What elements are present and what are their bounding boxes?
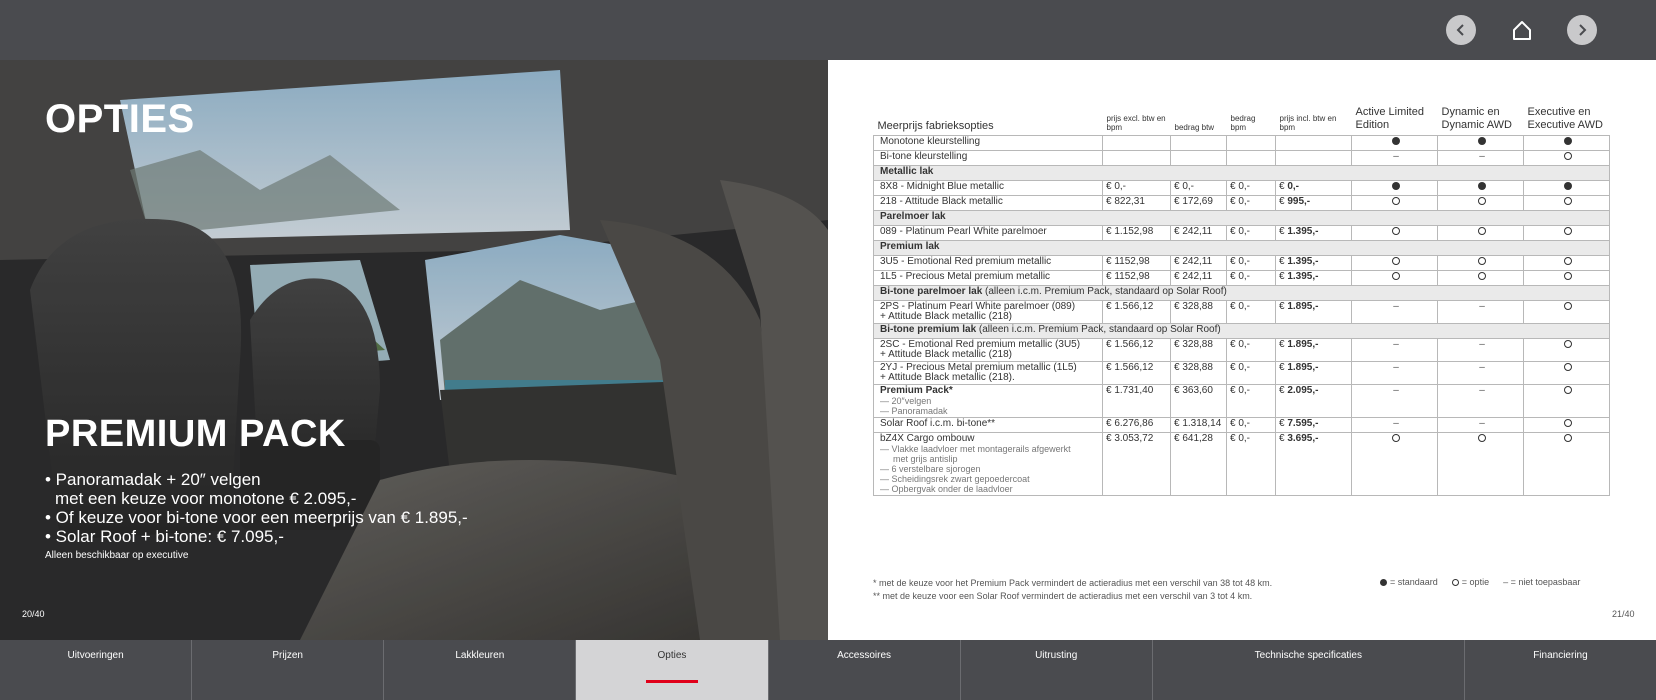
- price-cell-c2: [1171, 196, 1227, 211]
- availability-cell: [1438, 151, 1524, 166]
- price-cell-c3: [1227, 385, 1276, 418]
- table-row: [874, 136, 1610, 151]
- option-circle-icon: [1478, 272, 1486, 280]
- availability-cell: [1352, 385, 1438, 418]
- availability-cell: [1438, 256, 1524, 271]
- page-title: OPTIES: [45, 97, 195, 141]
- price-value: € 1.395,-: [1279, 226, 1319, 237]
- price-cell-c3: [1227, 433, 1276, 496]
- not-applicable-dash: –: [1479, 301, 1485, 312]
- option-name-cell: [874, 418, 1103, 433]
- availability-note: Alleen beschikbaar op executive: [45, 550, 189, 561]
- price-amount: 0,-: [1287, 181, 1300, 192]
- price-amount: 1.395,-: [1287, 226, 1319, 237]
- price-cell-c1: [1103, 196, 1171, 211]
- price-cell-c2: [1171, 151, 1227, 166]
- availability-cell: [1352, 362, 1438, 385]
- option-sub-item: — Vlakke laadvloer met montagerails afgewerkt: [880, 444, 1071, 454]
- header-price-excl: prijs excl. btw en bpm: [1106, 114, 1166, 132]
- price-value: € 1.566,12: [1106, 339, 1154, 350]
- tab-uitrusting[interactable]: Uitrusting: [961, 640, 1153, 700]
- option-name-cell: [874, 196, 1103, 211]
- option-circle-icon: [1478, 197, 1486, 205]
- header-executive: Executive en Executive AWD: [1527, 106, 1603, 131]
- price-value: € 1.395,-: [1279, 271, 1319, 282]
- option-sub-item: — Panoramadak: [880, 406, 948, 416]
- option-name: 089 - Platinum Pearl White parelmoer: [880, 226, 1047, 237]
- price-amount: 995,-: [1287, 196, 1311, 207]
- table-section-row: [874, 286, 1610, 301]
- options-table: [873, 106, 1610, 496]
- table-row: [874, 196, 1610, 211]
- availability-cell: [1524, 301, 1610, 324]
- not-applicable-dash: –: [1479, 151, 1485, 162]
- price-value: € 0,-: [1230, 385, 1251, 396]
- table-row: [874, 271, 1610, 286]
- chevron-left-icon: [1454, 23, 1468, 37]
- price-cell-c1: [1103, 301, 1171, 324]
- price-cell-c4: [1276, 181, 1352, 196]
- price-cell-c2: [1171, 226, 1227, 241]
- option-name-cell: [874, 151, 1103, 166]
- table-row: [874, 301, 1610, 324]
- standard-dot-icon: [1564, 182, 1572, 190]
- not-applicable-dash: –: [1393, 385, 1399, 396]
- tab-lakkleuren[interactable]: Lakkleuren: [384, 640, 576, 700]
- not-applicable-dash: –: [1479, 362, 1485, 373]
- price-value: € 1.895,-: [1279, 339, 1319, 350]
- footnotes: [873, 577, 1272, 603]
- price-cell-c1: [1103, 136, 1171, 151]
- option-name-cell: [874, 226, 1103, 241]
- price-value: € 0,-: [1230, 301, 1251, 312]
- availability-cell: [1524, 151, 1610, 166]
- price-cell-c3: [1227, 136, 1276, 151]
- table-row: [874, 181, 1610, 196]
- price-value: € 822,31: [1106, 196, 1145, 207]
- tab-uitvoeringen[interactable]: Uitvoeringen: [0, 640, 192, 700]
- option-circle-icon: [1392, 272, 1400, 280]
- availability-cell: [1352, 181, 1438, 196]
- option-name: 2PS - Platinum Pearl White parelmoer (089): [880, 301, 1076, 312]
- price-cell-c1: [1103, 418, 1171, 433]
- price-cell-c2: [1171, 256, 1227, 271]
- option-circle-icon: [1392, 197, 1400, 205]
- header-dynamic: Dynamic en Dynamic AWD: [1441, 106, 1512, 131]
- section-note: (alleen i.c.m. Premium Pack, standaard op Solar Roof): [982, 286, 1227, 297]
- price-cell-c1: [1103, 226, 1171, 241]
- availability-cell: [1524, 271, 1610, 286]
- price-value: € 995,-: [1279, 196, 1311, 207]
- option-name: 1L5 - Precious Metal premium metallic: [880, 271, 1051, 282]
- price-cell-c1: [1103, 385, 1171, 418]
- price-cell-c4: [1276, 151, 1352, 166]
- price-value: € 0,-: [1279, 181, 1300, 192]
- option-name: 218 - Attitude Black metallic: [880, 196, 1003, 207]
- price-cell-c1: [1103, 271, 1171, 286]
- footnote: ** met de keuze voor een Solar Roof vermindert de actieradius met een verschil van 3 tot 4 km.: [873, 591, 1253, 601]
- availability-cell: [1524, 339, 1610, 362]
- price-value: € 0,-: [1174, 181, 1195, 192]
- price-cell-c4: [1276, 271, 1352, 286]
- availability-cell: [1438, 226, 1524, 241]
- availability-cell: [1438, 196, 1524, 211]
- table-section-row: [874, 166, 1610, 181]
- section-name: Bi-tone premium lak: [880, 324, 977, 335]
- standard-dot-icon: [1392, 182, 1400, 190]
- not-applicable-dash: –: [1479, 385, 1485, 396]
- option-sub-item: — 6 verstelbare sjorogen: [880, 464, 981, 474]
- option-circle-icon: [1564, 386, 1572, 394]
- header-option: Meerprijs fabrieksopties: [877, 120, 994, 132]
- price-value: € 0,-: [1230, 433, 1251, 444]
- price-cell-c4: [1276, 339, 1352, 362]
- price-value: € 6.276,86: [1106, 418, 1154, 429]
- price-value: € 1.566,12: [1106, 362, 1154, 373]
- price-cell-c2: [1171, 433, 1227, 496]
- price-cell-c3: [1227, 362, 1276, 385]
- price-cell-c3: [1227, 226, 1276, 241]
- option-name-line2: + Attitude Black metallic (218): [880, 311, 1013, 322]
- section-title: [874, 324, 1610, 339]
- legend: [1380, 577, 1580, 587]
- standard-dot-icon: [1392, 137, 1400, 145]
- legend-not-applicable: – = niet toepasbaar: [1503, 577, 1581, 587]
- option-sub-item: met grijs antislip: [893, 454, 958, 464]
- option-name-cell: [874, 136, 1103, 151]
- price-cell-c2: [1171, 339, 1227, 362]
- option-name-cell: [874, 385, 1103, 418]
- price-value: € 1.395,-: [1279, 256, 1319, 267]
- price-value: € 7.595,-: [1279, 418, 1319, 429]
- availability-cell: [1524, 226, 1610, 241]
- price-value: € 0,-: [1230, 362, 1251, 373]
- availability-cell: [1524, 136, 1610, 151]
- tab-opties[interactable]: Opties: [576, 640, 768, 700]
- not-applicable-dash: –: [1393, 362, 1399, 373]
- next-page-button[interactable]: [1567, 15, 1597, 45]
- home-button[interactable]: [1507, 15, 1537, 45]
- option-name: Bi-tone kleurstelling: [880, 151, 968, 162]
- option-name: Premium Pack*: [880, 385, 953, 396]
- price-cell-c3: [1227, 151, 1276, 166]
- price-amount: 2.095,-: [1287, 385, 1319, 396]
- not-applicable-dash: –: [1393, 301, 1399, 312]
- price-cell-c4: [1276, 433, 1352, 496]
- option-circle-icon: [1564, 227, 1572, 235]
- price-cell-c4: [1276, 362, 1352, 385]
- availability-cell: [1438, 136, 1524, 151]
- bullet-item: • Of keuze voor bi-tone voor een meerprijs van € 1.895,-: [45, 508, 468, 527]
- price-value: € 242,11: [1174, 271, 1213, 282]
- price-value: € 242,11: [1174, 256, 1213, 267]
- availability-cell: [1524, 196, 1610, 211]
- price-cell-c4: [1276, 256, 1352, 271]
- price-value: € 328,88: [1174, 339, 1213, 350]
- availability-cell: [1352, 339, 1438, 362]
- availability-cell: [1524, 362, 1610, 385]
- option-circle-icon: [1564, 152, 1572, 160]
- footnote: * met de keuze voor het Premium Pack vermindert de actieradius met een verschil van 38 tot 48 km.: [873, 578, 1273, 588]
- availability-cell: [1524, 433, 1610, 496]
- standard-dot-icon: [1478, 137, 1486, 145]
- table-section-row: [874, 211, 1610, 226]
- price-cell-c4: [1276, 136, 1352, 151]
- availability-cell: [1352, 136, 1438, 151]
- option-circle-icon: [1392, 434, 1400, 442]
- price-value: € 1.895,-: [1279, 301, 1319, 312]
- table-row: [874, 256, 1610, 271]
- price-value: € 1152,98: [1106, 271, 1150, 282]
- availability-cell: [1352, 418, 1438, 433]
- option-name-line2: + Attitude Black metallic (218).: [880, 372, 1015, 383]
- price-cell-c2: [1171, 181, 1227, 196]
- price-value: € 0,-: [1230, 256, 1251, 267]
- price-cell-c2: [1171, 418, 1227, 433]
- option-name: bZ4X Cargo ombouw: [880, 433, 975, 444]
- section-title: [874, 166, 1610, 181]
- price-cell-c4: [1276, 196, 1352, 211]
- option-name-cell: [874, 433, 1103, 496]
- price-cell-c3: [1227, 256, 1276, 271]
- bullet-item: • Panoramadak + 20″ velgen: [45, 470, 261, 489]
- price-cell-c3: [1227, 271, 1276, 286]
- table-row: [874, 385, 1610, 418]
- availability-cell: [1352, 433, 1438, 496]
- price-value: € 641,28: [1174, 433, 1213, 444]
- price-value: € 1.566,12: [1106, 301, 1154, 312]
- option-name: 8X8 - Midnight Blue metallic: [880, 181, 1004, 192]
- availability-cell: [1438, 362, 1524, 385]
- availability-cell: [1438, 301, 1524, 324]
- price-cell-c4: [1276, 301, 1352, 324]
- price-cell-c3: [1227, 181, 1276, 196]
- price-value: € 1.152,98: [1106, 226, 1154, 237]
- price-amount: 1.895,-: [1287, 339, 1319, 350]
- option-name: Monotone kleurstelling: [880, 136, 981, 147]
- chevron-right-icon: [1575, 23, 1589, 37]
- header-btw: bedrag btw: [1174, 123, 1215, 132]
- table-row: [874, 339, 1610, 362]
- option-name-cell: [874, 271, 1103, 286]
- option-name-line2: + Attitude Black metallic (218): [880, 349, 1013, 360]
- price-cell-c3: [1227, 418, 1276, 433]
- price-value: € 0,-: [1230, 418, 1251, 429]
- section-name: Parelmoer lak: [880, 211, 946, 222]
- price-cell-c1: [1103, 339, 1171, 362]
- availability-cell: [1438, 433, 1524, 496]
- table-row: [874, 418, 1610, 433]
- premium-pack-title: PREMIUM PACK: [45, 413, 346, 455]
- option-circle-icon: [1478, 257, 1486, 265]
- availability-cell: [1524, 256, 1610, 271]
- not-applicable-dash: –: [1393, 151, 1399, 162]
- price-cell-c1: [1103, 362, 1171, 385]
- section-name: Metallic lak: [880, 166, 934, 177]
- home-icon: [1511, 19, 1533, 41]
- bullet-item: • Solar Roof + bi-tone: € 7.095,-: [45, 527, 284, 546]
- section-title: [874, 241, 1610, 256]
- legend-standard: = standaard: [1380, 577, 1438, 587]
- table-section-row: [874, 241, 1610, 256]
- option-circle-icon: [1478, 434, 1486, 442]
- price-value: € 1.318,14: [1174, 418, 1222, 429]
- table-row: [874, 362, 1610, 385]
- table-header-row: [874, 106, 1610, 136]
- options-panel: [828, 60, 1656, 640]
- not-applicable-dash: –: [1393, 339, 1399, 350]
- availability-cell: [1352, 151, 1438, 166]
- price-cell-c1: [1103, 256, 1171, 271]
- page-number-left: 20/40: [22, 609, 45, 619]
- price-value: € 2.095,-: [1279, 385, 1319, 396]
- option-name: Solar Roof i.c.m. bi-tone**: [880, 418, 996, 429]
- section-title: [874, 211, 1610, 226]
- price-cell-c1: [1103, 181, 1171, 196]
- open-circle-icon: [1452, 579, 1459, 586]
- standard-dot-icon: [1478, 182, 1486, 190]
- price-value: € 363,60: [1174, 385, 1213, 396]
- table-section-row: [874, 324, 1610, 339]
- option-name: 2YJ - Precious Metal premium metallic (1L5): [880, 362, 1077, 373]
- option-name: 3U5 - Emotional Red premium metallic: [880, 256, 1052, 267]
- availability-cell: [1352, 196, 1438, 211]
- availability-cell: [1438, 271, 1524, 286]
- price-amount: 1.895,-: [1287, 301, 1319, 312]
- price-value: € 0,-: [1230, 181, 1251, 192]
- table-row: [874, 151, 1610, 166]
- option-circle-icon: [1564, 272, 1572, 280]
- price-cell-c1: [1103, 151, 1171, 166]
- price-value: € 1.731,40: [1106, 385, 1154, 396]
- availability-cell: [1438, 181, 1524, 196]
- price-value: € 1.895,-: [1279, 362, 1319, 373]
- header-price-incl: prijs incl. btw en bpm: [1279, 114, 1337, 132]
- option-circle-icon: [1564, 302, 1572, 310]
- not-applicable-dash: –: [1479, 418, 1485, 429]
- option-circle-icon: [1564, 257, 1572, 265]
- price-cell-c4: [1276, 226, 1352, 241]
- availability-cell: [1524, 385, 1610, 418]
- availability-cell: [1352, 226, 1438, 241]
- price-value: € 0,-: [1230, 226, 1251, 237]
- option-circle-icon: [1478, 227, 1486, 235]
- page-number-right: 21/40: [1612, 609, 1635, 619]
- bullet-item: met een keuze voor monotone € 2.095,-: [55, 489, 357, 508]
- option-sub-item: — 20″velgen: [880, 396, 932, 406]
- header-bpm: bedrag bpm: [1230, 114, 1256, 132]
- price-value: € 328,88: [1174, 362, 1213, 373]
- availability-cell: [1352, 256, 1438, 271]
- section-title: [874, 286, 1610, 301]
- price-value: € 3.053,72: [1106, 433, 1154, 444]
- price-value: € 172,69: [1174, 196, 1213, 207]
- price-cell-c3: [1227, 301, 1276, 324]
- price-value: € 242,11: [1174, 226, 1213, 237]
- previous-page-button[interactable]: [1446, 15, 1476, 45]
- interior-photo-panel: [0, 60, 828, 640]
- option-circle-icon: [1564, 340, 1572, 348]
- option-name-cell: [874, 181, 1103, 196]
- section-note: (alleen i.c.m. Premium Pack, standaard op Solar Roof): [976, 324, 1221, 335]
- price-value: € 0,-: [1230, 196, 1251, 207]
- price-cell-c2: [1171, 301, 1227, 324]
- price-amount: 7.595,-: [1287, 418, 1319, 429]
- availability-cell: [1438, 385, 1524, 418]
- tab-prijzen[interactable]: Prijzen: [192, 640, 384, 700]
- price-cell-c4: [1276, 418, 1352, 433]
- tab-technische-specificaties[interactable]: Technische specificaties: [1153, 640, 1465, 700]
- option-circle-icon: [1392, 227, 1400, 235]
- not-applicable-dash: –: [1393, 418, 1399, 429]
- option-sub-item: — Scheidingsrek zwart gepoedercoat: [880, 474, 1030, 484]
- price-amount: 1.895,-: [1287, 362, 1319, 373]
- option-circle-icon: [1564, 363, 1572, 371]
- bottom-navigation: [0, 640, 1656, 700]
- price-cell-c2: [1171, 385, 1227, 418]
- availability-cell: [1438, 339, 1524, 362]
- price-value: € 0,-: [1230, 271, 1251, 282]
- top-bar: [0, 0, 1656, 60]
- option-circle-icon: [1564, 419, 1572, 427]
- option-circle-icon: [1564, 197, 1572, 205]
- header-active: Active Limited Edition: [1355, 106, 1424, 131]
- availability-cell: [1352, 301, 1438, 324]
- option-name-cell: [874, 339, 1103, 362]
- price-amount: 3.695,-: [1287, 433, 1319, 444]
- standard-dot-icon: [1564, 137, 1572, 145]
- price-cell-c1: [1103, 433, 1171, 496]
- tab-financiering[interactable]: Financiering: [1533, 650, 1588, 661]
- filled-dot-icon: [1380, 579, 1387, 586]
- legend-option: = optie: [1452, 577, 1489, 587]
- price-cell-c3: [1227, 196, 1276, 211]
- option-name: 2SC - Emotional Red premium metallic (3U5): [880, 339, 1081, 350]
- table-row: [874, 433, 1610, 496]
- premium-pack-bullets: [45, 470, 468, 546]
- price-cell-c2: [1171, 136, 1227, 151]
- option-name-cell: [874, 301, 1103, 324]
- price-value: € 1152,98: [1106, 256, 1150, 267]
- price-value: € 3.695,-: [1279, 433, 1319, 444]
- price-cell-c4: [1276, 385, 1352, 418]
- availability-cell: [1524, 181, 1610, 196]
- table-row: [874, 226, 1610, 241]
- price-value: € 0,-: [1106, 181, 1127, 192]
- section-name: Bi-tone parelmoer lak: [880, 286, 983, 297]
- price-cell-c3: [1227, 339, 1276, 362]
- option-circle-icon: [1392, 257, 1400, 265]
- price-amount: 1.395,-: [1287, 256, 1319, 267]
- price-cell-c2: [1171, 362, 1227, 385]
- availability-cell: [1524, 418, 1610, 433]
- price-value: € 0,-: [1230, 339, 1251, 350]
- price-amount: 1.395,-: [1287, 271, 1319, 282]
- price-cell-c2: [1171, 271, 1227, 286]
- option-name-cell: [874, 362, 1103, 385]
- option-circle-icon: [1564, 434, 1572, 442]
- section-name: Premium lak: [880, 241, 940, 252]
- availability-cell: [1352, 271, 1438, 286]
- price-value: € 328,88: [1174, 301, 1213, 312]
- option-name-cell: [874, 256, 1103, 271]
- option-sub-item: — Opbergvak onder de laadvloer: [880, 484, 1013, 494]
- tab-accessoires[interactable]: Accessoires: [769, 640, 961, 700]
- not-applicable-dash: –: [1479, 339, 1485, 350]
- availability-cell: [1438, 418, 1524, 433]
